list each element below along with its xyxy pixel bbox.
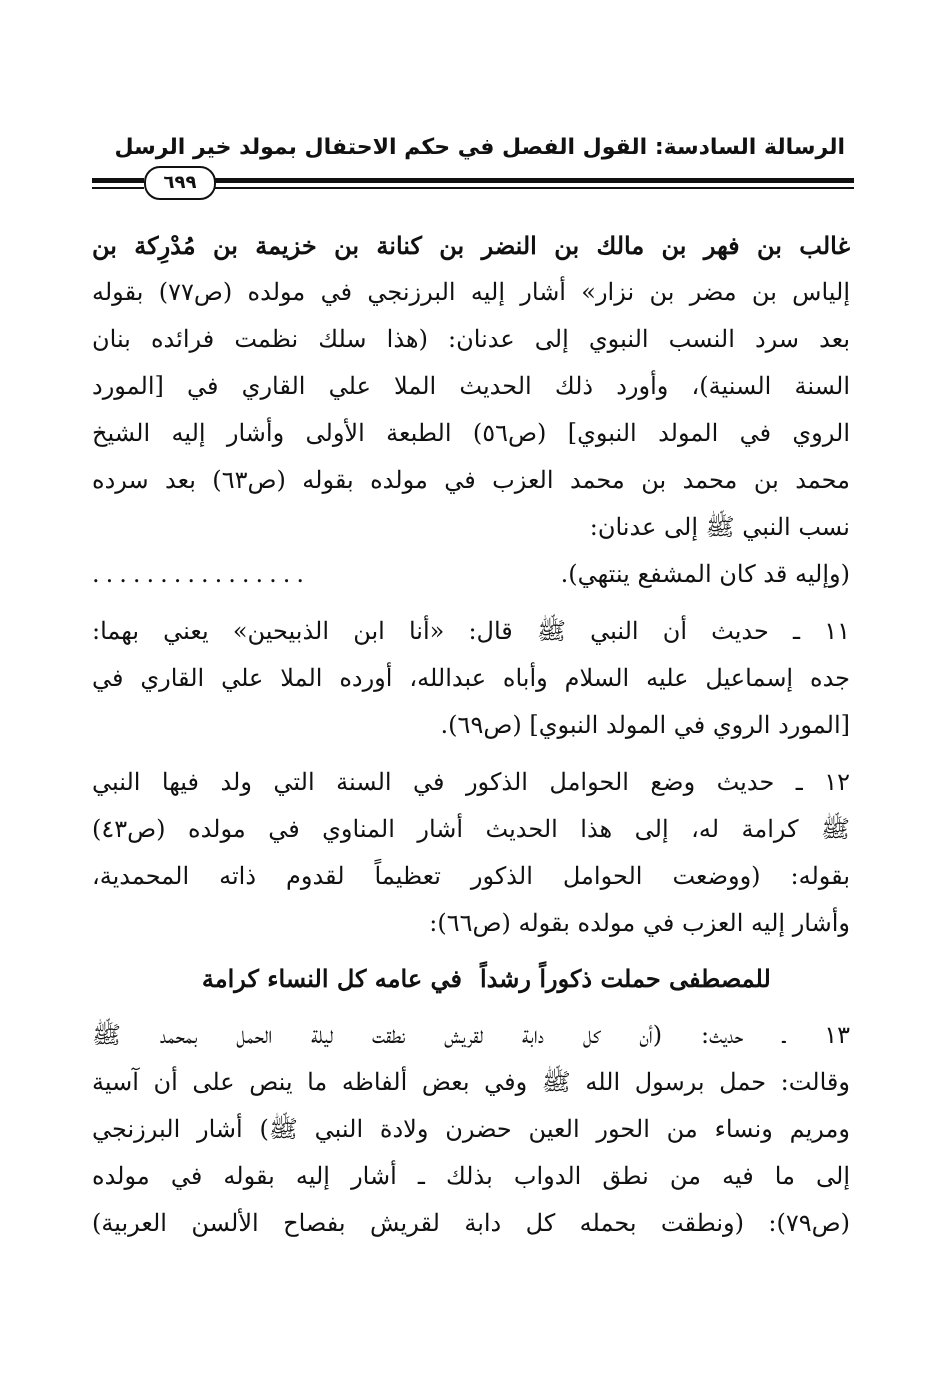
text-line: السنة السنية)، وأورد ذلك الحديث الملا علي القاري في [المورد bbox=[92, 372, 850, 400]
text-line: وأشار إليه العزب في مولده بقوله (ص٦٦): bbox=[429, 909, 850, 937]
verse-hemistich-right: (وإليه قد كان المشفع ينتهي). bbox=[560, 560, 850, 588]
text-line: بقوله: (ووضعت الحوامل الذكور تعظيماً لقدوم ذاته المحمدية، bbox=[92, 862, 850, 890]
text-line: ﷺ كرامة له، إلى هذا الحديث أشار المناوي في مولده (ص٤٣) bbox=[92, 815, 850, 843]
text-line: محمد بن محمد بن محمد العزب في مولده بقوله (ص٦٣) بعد سرده bbox=[92, 466, 850, 494]
header-rule-right-thin bbox=[214, 187, 854, 189]
header-rule-left-thin bbox=[92, 187, 144, 189]
text-line: ١٣ ـ حديث: (أن كل دابة لقريش نطقت ليلة الحمل بمحمد ﷺ bbox=[92, 1021, 850, 1049]
verse-hemistich-left: في عامه كل النساء كرامة bbox=[201, 964, 462, 993]
text-line: جده إسماعيل عليه السلام وأباه عبدالله، أورده الملا علي القاري في bbox=[92, 664, 850, 692]
text-line: [المورد الروي في المولد النبوي] (ص٦٩). bbox=[440, 711, 850, 739]
text-line: غالب بن فهر بن مالك بن النضر بن كنانة بن خزيمة بن مُدْرِكة بن bbox=[92, 231, 850, 260]
text-line: ومريم ونساء من الحور العين حضرن ولادة النبي ﷺ) أشار البرزنجي bbox=[92, 1115, 850, 1143]
text-line: بعد سرد النسب النبوي إلى عدنان: (هذا سلك نظمت فرائده بنان bbox=[92, 325, 850, 353]
running-header-title: الرسالة السادسة: القول الفصل في حكم الاحتفال بمولد خير الرسل bbox=[114, 135, 845, 160]
verse-hemistich-right: للمصطفى حملت ذكوراً رشداً bbox=[480, 964, 771, 993]
text-line: (ص٧٩): (ونطقت بحمله كل دابة لقريش بفصاح الألسن العربية) bbox=[92, 1209, 850, 1237]
header-rule-left-thick bbox=[92, 178, 144, 183]
verse-line bbox=[92, 955, 850, 1002]
page-number: ٦٩٩ bbox=[144, 166, 216, 200]
text-line: الروي في المولد النبوي] (ص٥٦) الطبعة الأولى وأشار إليه الشيخ bbox=[92, 419, 850, 447]
text-line: إلى ما فيه من نطق الدواب بذلك ـ أشار إليه بقوله في مولده bbox=[92, 1162, 850, 1190]
text-line: نسب النبي ﷺ إلى عدنان: bbox=[589, 513, 850, 541]
page-body bbox=[92, 222, 850, 1247]
text-line: ١١ ـ حديث أن النبي ﷺ قال: «أنا ابن الذبيحين» يعني بهما: bbox=[92, 617, 850, 645]
text-line: ١٢ ـ حديث وضع الحوامل الذكور في السنة التي ولد فيها النبي bbox=[92, 768, 850, 796]
verse-line bbox=[92, 551, 850, 598]
header-rule-right-thick bbox=[214, 178, 854, 183]
text-line: وقالت: حمل برسول الله ﷺ وفي بعض ألفاظه ما ينص على أن آسية bbox=[92, 1068, 850, 1096]
verse-hemistich-left: ................ bbox=[92, 560, 311, 588]
text-line: إلياس بن مضر بن نزار» أشار إليه البرزنجي في مولده (ص٧٧) بقوله bbox=[92, 278, 850, 306]
